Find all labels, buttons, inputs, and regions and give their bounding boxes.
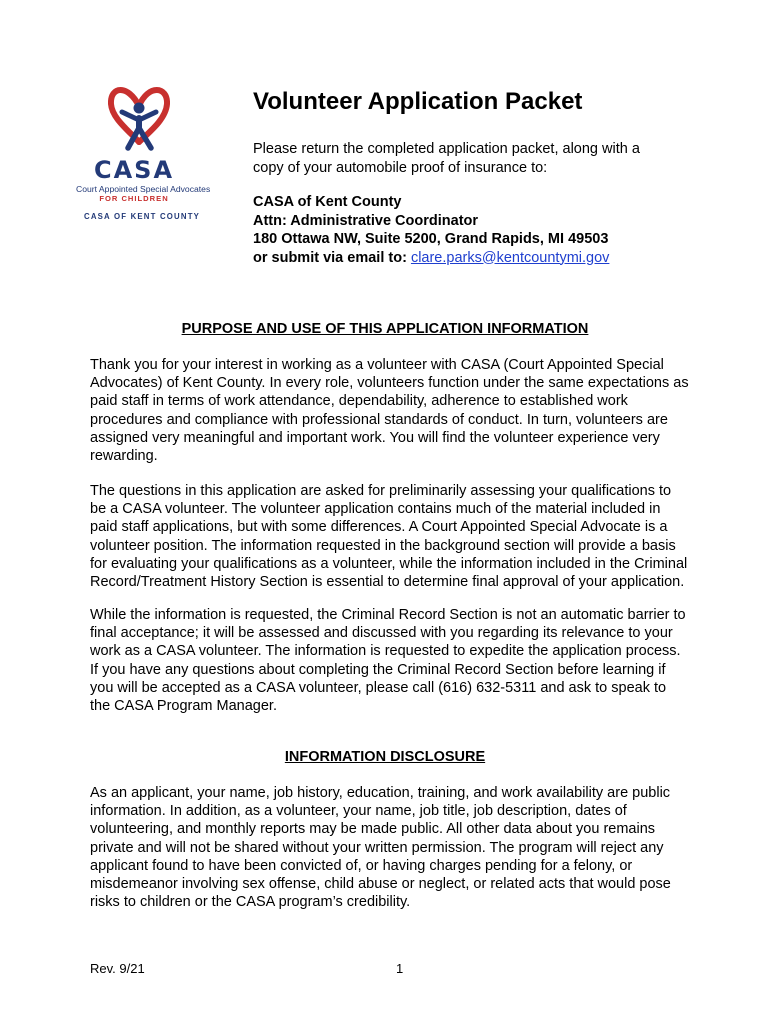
address-org: CASA of Kent County [253,194,402,210]
mailing-address [253,193,693,267]
heart-child-icon [108,78,170,156]
logo-for-children: FOR CHILDREN [99,194,169,203]
purpose-heading: PURPOSE AND USE OF THIS APPLICATION INFORMATION [181,321,589,337]
casa-logo [76,78,216,228]
email-prefix: or submit via email to: [253,249,407,266]
purpose-paragraph-2: The questions in this application are asked for preliminarily assessing your qualifications to be a CASA volunteer. The volunteer application contains much of the material included in paid staff applications, but with some differences. A Court Appointed Special Advocate is a volunteer position. The information requested in the background section will provide a basis for evaluating your qualifications as a volunteer, while the information included in the Criminal Record/Treatment History Section is essential to determine final approval of your application. [90,483,688,591]
logo-name: CASA [93,156,175,184]
revision-label: Rev. 9/21 [90,961,145,976]
page-title: Volunteer Application Packet [253,88,583,115]
address-street: 180 Ottawa NW, Suite 5200, Grand Rapids, MI 49503 [253,231,609,247]
address-email-line [253,249,693,268]
intro-text: Please return the completed application packet, along with a copy of your automobile proof of insurance to: [253,141,640,176]
disclosure-heading: INFORMATION DISCLOSURE [284,749,486,765]
page-number: 1 [396,961,404,976]
logo-subtitle: Court Appointed Special Advocates [76,184,211,194]
address-attn: Attn: Administrative Coordinator [253,212,479,229]
purpose-paragraph-3: While the information is requested, the Criminal Record Section is not an automatic barrier to final acceptance; it will be assessed and discussed with you regarding its relevance to your work as a CASA volunteer. The information is requested to expedite the application process. If you have any questions about completing the Criminal Record Section before learning if you will be accepted as a CASA volunteer, please call (616) 632-5311 and ask to speak to the CASA Program Manager. [90,607,686,715]
disclosure-paragraph: As an applicant, your name, job history, education, training, and work availability are public information. In addition, as a volunteer, your name, job title, job description, dates of volunteering, and monthly reports may be made public. All other data about you remains private and will not be shared without your written permission. The program will reject any applicant found to have been convicted of, or having charges pending for a felony, or misdemeanor involving sex offense, child abuse or neglect, or related acts that would pose risks to children or the CASA program’s credibility. [90,785,671,911]
logo-county: CASA OF KENT COUNTY [84,212,201,221]
purpose-paragraph-1: Thank you for your interest in working as a volunteer with CASA (Court Appointed Special Advocates) of Kent County. In every role, volunteers function under the same expectations as paid staff in terms of work attendance, dependability, adherence to established work procedures and compliance with professional standards of conduct. In turn, volunteers are assigned very meaningful and important work. You will find the volunteer experience very rewarding. [90,357,689,465]
email-link[interactable]: clare.parks@kentcountymi.gov [410,249,610,266]
